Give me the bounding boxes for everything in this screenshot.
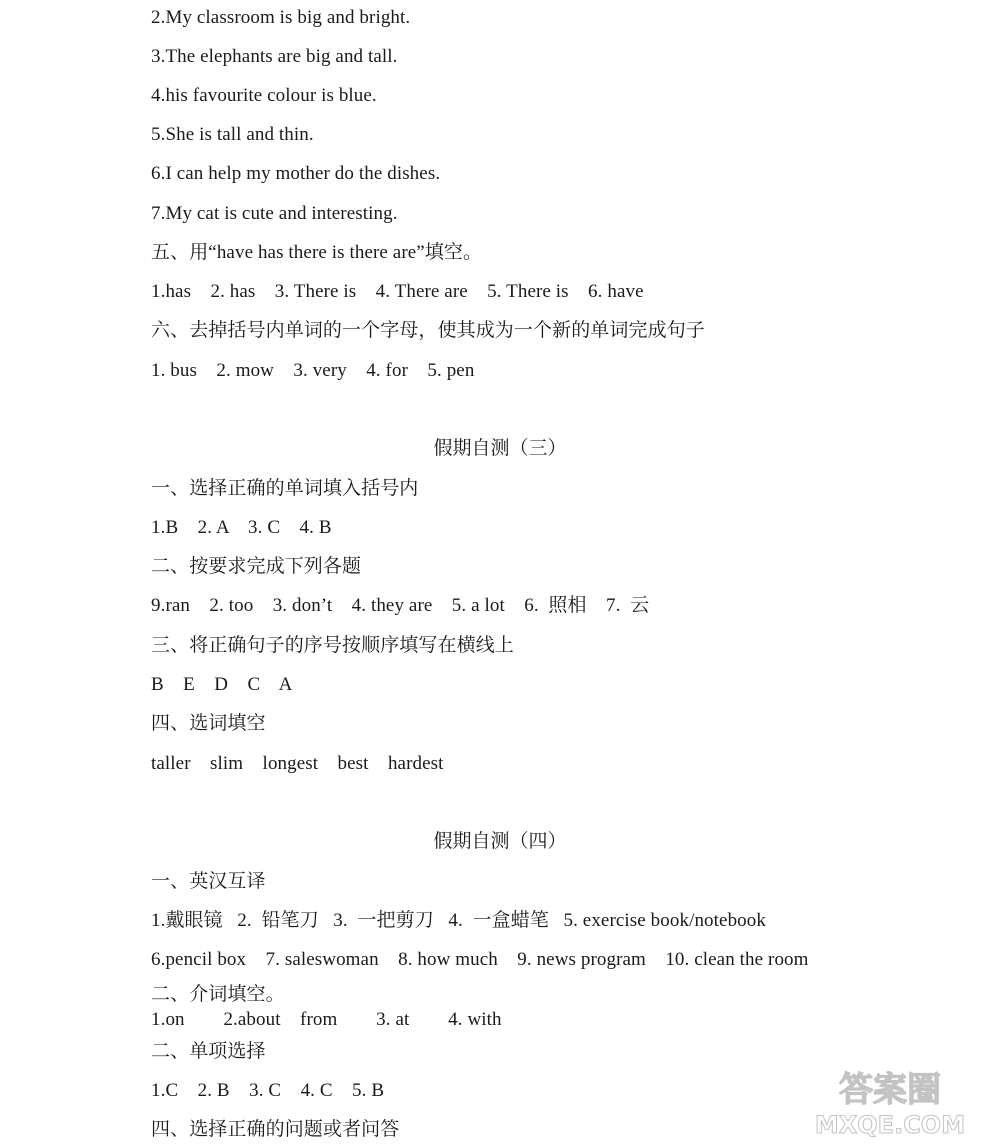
watermark-site-text: MXQE.COM bbox=[814, 1111, 966, 1139]
section-heading: 二、单项选择 bbox=[151, 1041, 266, 1062]
answer-line: 1.B 2. A 3. C 4. B bbox=[151, 517, 332, 538]
section-heading: 五、用“have has there is there are”填空。 bbox=[151, 242, 483, 263]
watermark-logo-text: 答案圈 bbox=[839, 1070, 941, 1110]
test-title-4: 假期自测（四） bbox=[433, 831, 567, 852]
section-heading: 四、选择正确的问题或者问答 bbox=[151, 1119, 400, 1140]
answer-line: 6.I can help my mother do the dishes. bbox=[151, 163, 441, 184]
answer-line: 7.My cat is cute and interesting. bbox=[151, 203, 398, 224]
section-heading: 六、去掉括号内单词的一个字母，使其成为一个新的单词完成句子 bbox=[151, 320, 705, 341]
section-heading: 一、英汉互译 bbox=[151, 871, 266, 892]
answer-line: B E D C A bbox=[151, 674, 293, 695]
answer-line: 1.C 2. B 3. C 4. C 5. B bbox=[151, 1080, 385, 1101]
answer-line: 9.ran 2. too 3. don’t 4. they are 5. a lot 6. 照相 7. 云 bbox=[151, 595, 650, 616]
section-heading: 二、介词填空。 bbox=[151, 984, 285, 1005]
section-heading: 一、选择正确的单词填入括号内 bbox=[151, 478, 419, 499]
watermark-logo bbox=[790, 1059, 990, 1139]
answer-line: 6.pencil box 7. saleswoman 8. how much 9. news program 10. clean the room bbox=[151, 949, 809, 970]
answer-line: 1.has 2. has 3. There is 4. There are 5. There is 6. have bbox=[151, 281, 644, 302]
answer-line: taller slim longest best hardest bbox=[151, 753, 444, 774]
answer-line: 1.戴眼镜 2. 铅笔刀 3. 一把剪刀 4. 一盒蜡笔 5. exercise book/notebook bbox=[151, 910, 766, 931]
answer-line: 1. bus 2. mow 3. very 4. for 5. pen bbox=[151, 360, 475, 381]
answer-line: 3.The elephants are big and tall. bbox=[151, 46, 398, 67]
section-heading: 四、选词填空 bbox=[151, 713, 266, 734]
section-heading: 二、按要求完成下列各题 bbox=[151, 556, 362, 577]
answer-line: 2.My classroom is big and bright. bbox=[151, 7, 411, 28]
answer-line: 5.She is tall and thin. bbox=[151, 124, 314, 145]
answer-line: 4.his favourite colour is blue. bbox=[151, 85, 377, 106]
section-heading: 三、将正确句子的序号按顺序填写在横线上 bbox=[151, 635, 514, 656]
test-title-3: 假期自测（三） bbox=[433, 438, 567, 459]
answer-line: 1.on 2.about from 3. at 4. with bbox=[151, 1009, 502, 1030]
